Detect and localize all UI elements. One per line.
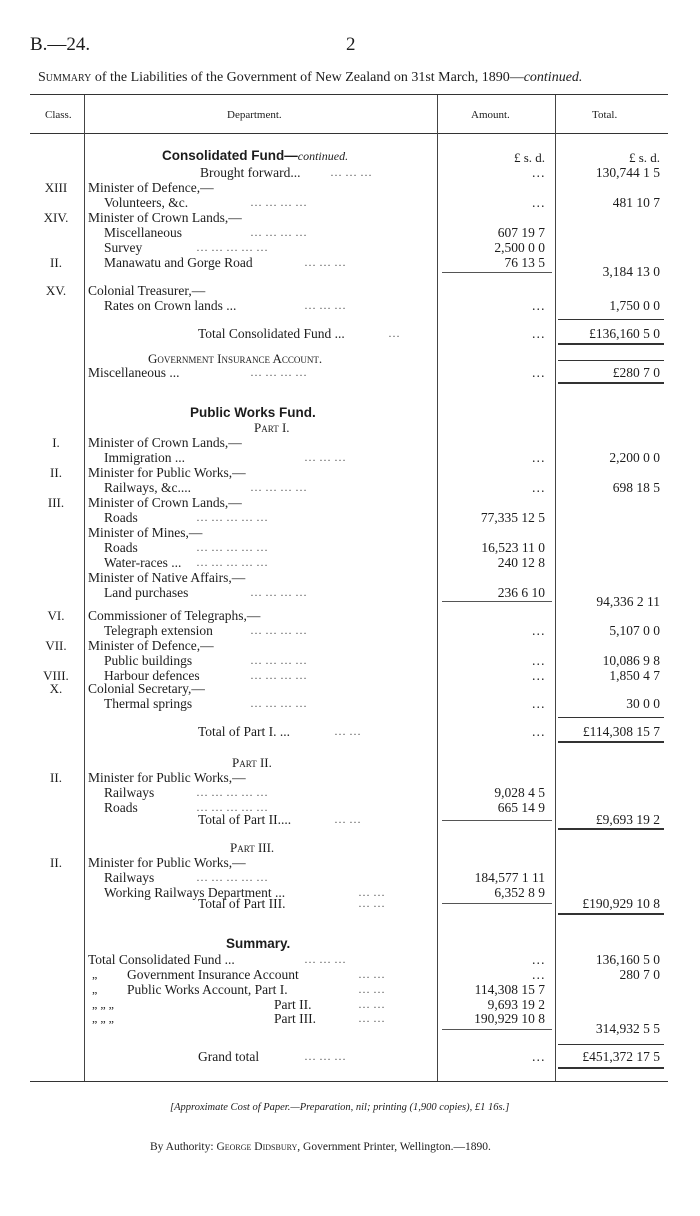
table-row: Roads … … … … … 77,335 12 5 xyxy=(104,510,545,525)
amount-value: 6,352 8 9 xyxy=(494,885,545,900)
column-header-class: Class. xyxy=(45,109,72,121)
department-heading: Minister for Public Works,— xyxy=(88,855,246,870)
row-description: Miscellaneous xyxy=(104,225,182,240)
class-number: XIV. xyxy=(43,210,69,225)
row-description: Roads xyxy=(104,510,138,525)
row-description: Harbour defences xyxy=(104,668,200,683)
total-value: 10,086 9 8 xyxy=(602,653,660,668)
total-value: 5,107 0 0 xyxy=(609,623,660,638)
table-row: Telegraph extension … … … … … 5,107 0 0 xyxy=(104,623,660,638)
total-rule-top xyxy=(558,360,664,361)
total-rule-bottom xyxy=(558,828,664,830)
row-description: Total of Part II.... xyxy=(198,812,292,827)
total-rule-top xyxy=(558,717,664,718)
row-description: Immigration ... xyxy=(104,450,185,465)
class-number: VI. xyxy=(47,608,65,623)
ditto-mark: „ „ „ xyxy=(92,1011,114,1025)
column-header-total: Total. xyxy=(592,109,618,121)
table-row: Thermal springs … … … … … 30 0 0 xyxy=(104,696,660,711)
row-description: Telegraph extension xyxy=(104,623,213,638)
class-number: II. xyxy=(50,770,62,785)
table-row xyxy=(0,465,700,480)
table-row: „ „ „ Part II. … … 9,693 19 2 xyxy=(92,997,545,1012)
table-row xyxy=(0,283,700,298)
amount-value: 76 13 5 xyxy=(504,255,545,270)
header-bottom-rule xyxy=(30,133,668,134)
ditto-mark: „ xyxy=(92,982,98,996)
amount-value: 114,308 15 7 xyxy=(474,982,545,997)
total-rule-bottom xyxy=(558,741,664,743)
total-rule-bottom xyxy=(558,343,664,345)
table-row: Total Consolidated Fund ... … … … … 136,160 5 0 xyxy=(88,952,660,967)
row-description: Grand total xyxy=(198,1049,260,1064)
class-number: II. xyxy=(50,465,62,480)
row-description: Survey xyxy=(104,240,143,255)
total-rule-bottom xyxy=(558,913,664,915)
row-description: Land purchases xyxy=(104,585,189,600)
row-description: Miscellaneous ... xyxy=(88,365,180,380)
table-row: Immigration ... … … … … 2,200 0 0 xyxy=(104,450,660,465)
row-description: Roads xyxy=(104,800,138,815)
section-consolidated-fund: Consolidated Fund—continued. xyxy=(162,148,349,163)
total-value: £451,372 17 5 xyxy=(582,1049,660,1064)
table-row: „ „ „ Part III. … … 190,929 10 8 xyxy=(92,1011,545,1026)
cost-note: [Approximate Cost of Paper.—Preparation, nil; printing (1,900 copies), £1 16s.] xyxy=(170,1102,510,1113)
table-row: Volunteers, &c. … … … … … 481 10 7 xyxy=(104,195,660,210)
class-number: XV. xyxy=(45,283,67,298)
department-heading: Minister of Crown Lands,— xyxy=(88,495,242,510)
table-row: Roads … … … … … 665 14 9 xyxy=(104,800,545,815)
department-heading: Colonial Secretary,— xyxy=(88,681,205,696)
section-public-works-fund: Public Works Fund. xyxy=(190,405,316,420)
row-description: Roads xyxy=(104,540,138,555)
department-heading: Minister of Defence,— xyxy=(88,638,214,653)
amount-value: 16,523 11 0 xyxy=(481,540,545,555)
table-row xyxy=(0,638,700,653)
table-row xyxy=(0,855,700,870)
row-description: Part II. xyxy=(274,997,312,1012)
total-value: 698 18 5 xyxy=(612,480,660,495)
table-row xyxy=(0,608,700,623)
section-government-insurance: Government Insurance Account. xyxy=(148,351,323,366)
subtotal-rule xyxy=(442,820,552,821)
row-description: Railways xyxy=(104,785,155,800)
class-number: II. xyxy=(50,855,62,870)
row-description: Public buildings xyxy=(104,653,193,668)
row-description: Government Insurance Account xyxy=(127,967,299,982)
table-row: VIII. Harbour defences … … … … … 1,850 4 7 xyxy=(0,668,700,683)
table-row xyxy=(0,594,700,609)
total-value: 2,200 0 0 xyxy=(609,450,660,465)
part-three-heading: Part III. xyxy=(230,840,275,855)
total-value: 130,744 1 5 xyxy=(595,165,660,180)
table-bottom-rule xyxy=(30,1081,668,1082)
total-value: £190,929 10 8 xyxy=(582,896,660,911)
total-value: 3,184 13 0 xyxy=(602,264,660,279)
total-value: 136,160 5 0 xyxy=(595,952,660,967)
table-row: Railways … … … … … 184,577 1 11 xyxy=(104,870,545,885)
department-heading: Minister of Defence,— xyxy=(88,180,214,195)
department-heading: Minister of Crown Lands,— xyxy=(88,210,242,225)
row-description: Brought forward... xyxy=(200,165,301,180)
total-currency-heading: £ s. d. xyxy=(628,150,660,165)
authority-line xyxy=(150,1141,491,1153)
row-description: Rates on Crown lands ... xyxy=(104,298,237,313)
page-number: 2 xyxy=(346,34,356,55)
total-value: 481 10 7 xyxy=(612,195,660,210)
table-row: Rates on Crown lands ... … … … … 1,750 0 0 xyxy=(104,298,660,313)
title-text: of the Liabilities of the Government of New Zealand on 31st March, 1890— xyxy=(91,70,524,85)
row-description: Part III. xyxy=(274,1011,316,1026)
department-heading: Minister for Public Works,— xyxy=(88,465,246,480)
table-row xyxy=(0,681,700,696)
total-value: 94,336 2 11 xyxy=(596,594,660,609)
amount-value: 184,577 1 11 xyxy=(474,870,545,885)
printer-name: George Didsbury xyxy=(216,1141,298,1153)
table-row xyxy=(0,770,700,785)
row-description: Total Consolidated Fund ... xyxy=(88,952,235,967)
total-rule-top xyxy=(558,319,664,320)
amount-value: 9,028 4 5 xyxy=(494,785,545,800)
class-number: X. xyxy=(49,681,63,696)
table-row: Roads … … … … … 16,523 11 0 xyxy=(104,540,545,555)
ditto-mark: „ xyxy=(92,967,98,981)
department-heading: Minister of Mines,— xyxy=(88,525,203,540)
row-description: Railways xyxy=(104,870,155,885)
total-value: 1,850 4 7 xyxy=(609,668,660,683)
table-row: Total Consolidated Fund ... … … £136,160 5 0 xyxy=(198,326,660,341)
table-row xyxy=(0,210,700,225)
class-number: VIII. xyxy=(43,668,69,683)
row-description: Water-races ... xyxy=(104,555,182,570)
total-rule-top xyxy=(558,1044,664,1045)
amount-currency-heading: £ s. d. xyxy=(513,150,545,165)
table-row: Working Railways Department ... … … 6,352 8 9 xyxy=(104,885,545,900)
amount-value: 240 12 8 xyxy=(497,555,545,570)
column-header-amount: Amount. xyxy=(471,109,510,121)
table-row xyxy=(0,180,700,195)
table-row: Land purchases … … … … 236 6 10 xyxy=(104,585,545,600)
table-row: Total of Part III. … … £190,929 10 8 xyxy=(198,896,660,911)
department-heading: Minister of Native Affairs,— xyxy=(88,570,246,585)
department-heading: Minister for Public Works,— xyxy=(88,770,246,785)
amount-value: 607 19 7 xyxy=(497,225,545,240)
row-description: Total Consolidated Fund ... xyxy=(198,326,345,341)
total-value: 30 0 0 xyxy=(626,696,660,711)
total-value: 314,932 5 5 xyxy=(595,1021,660,1036)
total-value: £9,693 19 2 xyxy=(595,812,660,827)
table-row xyxy=(0,525,700,540)
row-description: Railways, &c.... xyxy=(104,480,191,495)
table-row: Railways … … … … … 9,028 4 5 xyxy=(104,785,545,800)
part-two-heading: Part II. xyxy=(232,755,272,770)
table-row: Survey … … … … … 2,500 0 0 xyxy=(104,240,545,255)
table-top-rule xyxy=(30,94,668,95)
row-description: Total of Part I. ... xyxy=(198,724,291,739)
amount-value: 77,335 12 5 xyxy=(480,510,545,525)
row-description: Public Works Account, Part I. xyxy=(127,982,288,997)
row-description: Thermal springs xyxy=(104,696,193,711)
row-description: Total of Part III. xyxy=(198,896,286,911)
amount-value: 665 14 9 xyxy=(497,800,545,815)
total-value: £136,160 5 0 xyxy=(589,326,660,341)
subtotal-rule xyxy=(442,903,552,904)
class-number: II. xyxy=(50,255,62,270)
class-number: I. xyxy=(52,435,60,450)
table-row xyxy=(0,1021,700,1036)
table-row: II. Manawatu and Gorge Road … … … 76 13 5 xyxy=(0,255,700,270)
table-row: Railways, &c.... … … … … … 698 18 5 xyxy=(104,480,660,495)
table-row: Brought forward... … … … … 130,744 1 5 xyxy=(200,165,660,180)
part-one-heading: Part I. xyxy=(254,420,290,435)
row-description: Manawatu and Gorge Road xyxy=(104,255,253,270)
column-header-department: Department. xyxy=(227,109,282,121)
table-row: Miscellaneous ... … … … … … £280 7 0 xyxy=(88,365,660,380)
department-heading: Colonial Treasurer,— xyxy=(88,283,206,298)
title-lead: Summary xyxy=(38,70,92,85)
total-rule-bottom xyxy=(558,382,664,384)
table-row xyxy=(0,435,700,450)
department-heading: Commissioner of Telegraphs,— xyxy=(88,608,261,623)
total-value: 1,750 0 0 xyxy=(609,298,660,313)
amount-value: 9,693 19 2 xyxy=(487,997,545,1012)
page-title xyxy=(38,70,582,86)
table-row: Miscellaneous … … … … 607 19 7 xyxy=(104,225,545,240)
authority-suffix: , Government Printer, Wellington.—1890. xyxy=(297,1141,491,1153)
class-number: III. xyxy=(47,495,65,510)
row-description: Volunteers, &c. xyxy=(104,195,189,210)
table-row xyxy=(0,495,700,510)
amount-value: 2,500 0 0 xyxy=(494,240,545,255)
ditto-mark: „ „ „ xyxy=(92,997,114,1011)
table-row xyxy=(0,570,700,585)
total-value: £114,308 15 7 xyxy=(582,724,660,739)
department-heading: Minister of Crown Lands,— xyxy=(88,435,242,450)
table-row: „ Public Works Account, Part I. … … 114,308 15 7 xyxy=(92,982,545,997)
total-rule-bottom xyxy=(558,1067,664,1069)
class-number: VII. xyxy=(45,638,67,653)
table-row: „ Government Insurance Account … … … 280 7 0 xyxy=(92,967,660,982)
table-row xyxy=(0,264,700,279)
table-row: Total of Part I. ... … … … £114,308 15 7 xyxy=(198,724,660,739)
row-description: Working Railways Department ... xyxy=(104,885,286,900)
table-row: Total of Part II.... … … £9,693 19 2 xyxy=(198,812,660,827)
amount-value: 236 6 10 xyxy=(497,585,545,600)
table-row: Grand total … … … … £451,372 17 5 xyxy=(198,1049,660,1064)
class-number: XIII xyxy=(44,180,68,195)
total-value: 280 7 0 xyxy=(619,967,660,982)
table-row: Water-races ... … … … … … 240 12 8 xyxy=(104,555,545,570)
total-value: £280 7 0 xyxy=(612,365,660,380)
section-summary: Summary. xyxy=(226,936,291,951)
table-row: Public buildings … … … … … 10,086 9 8 xyxy=(104,653,660,668)
title-continued: continued. xyxy=(523,70,583,85)
authority-prefix: By Authority: xyxy=(150,1141,217,1153)
document-reference: B.—24. xyxy=(30,34,91,55)
amount-value: 190,929 10 8 xyxy=(474,1011,545,1026)
